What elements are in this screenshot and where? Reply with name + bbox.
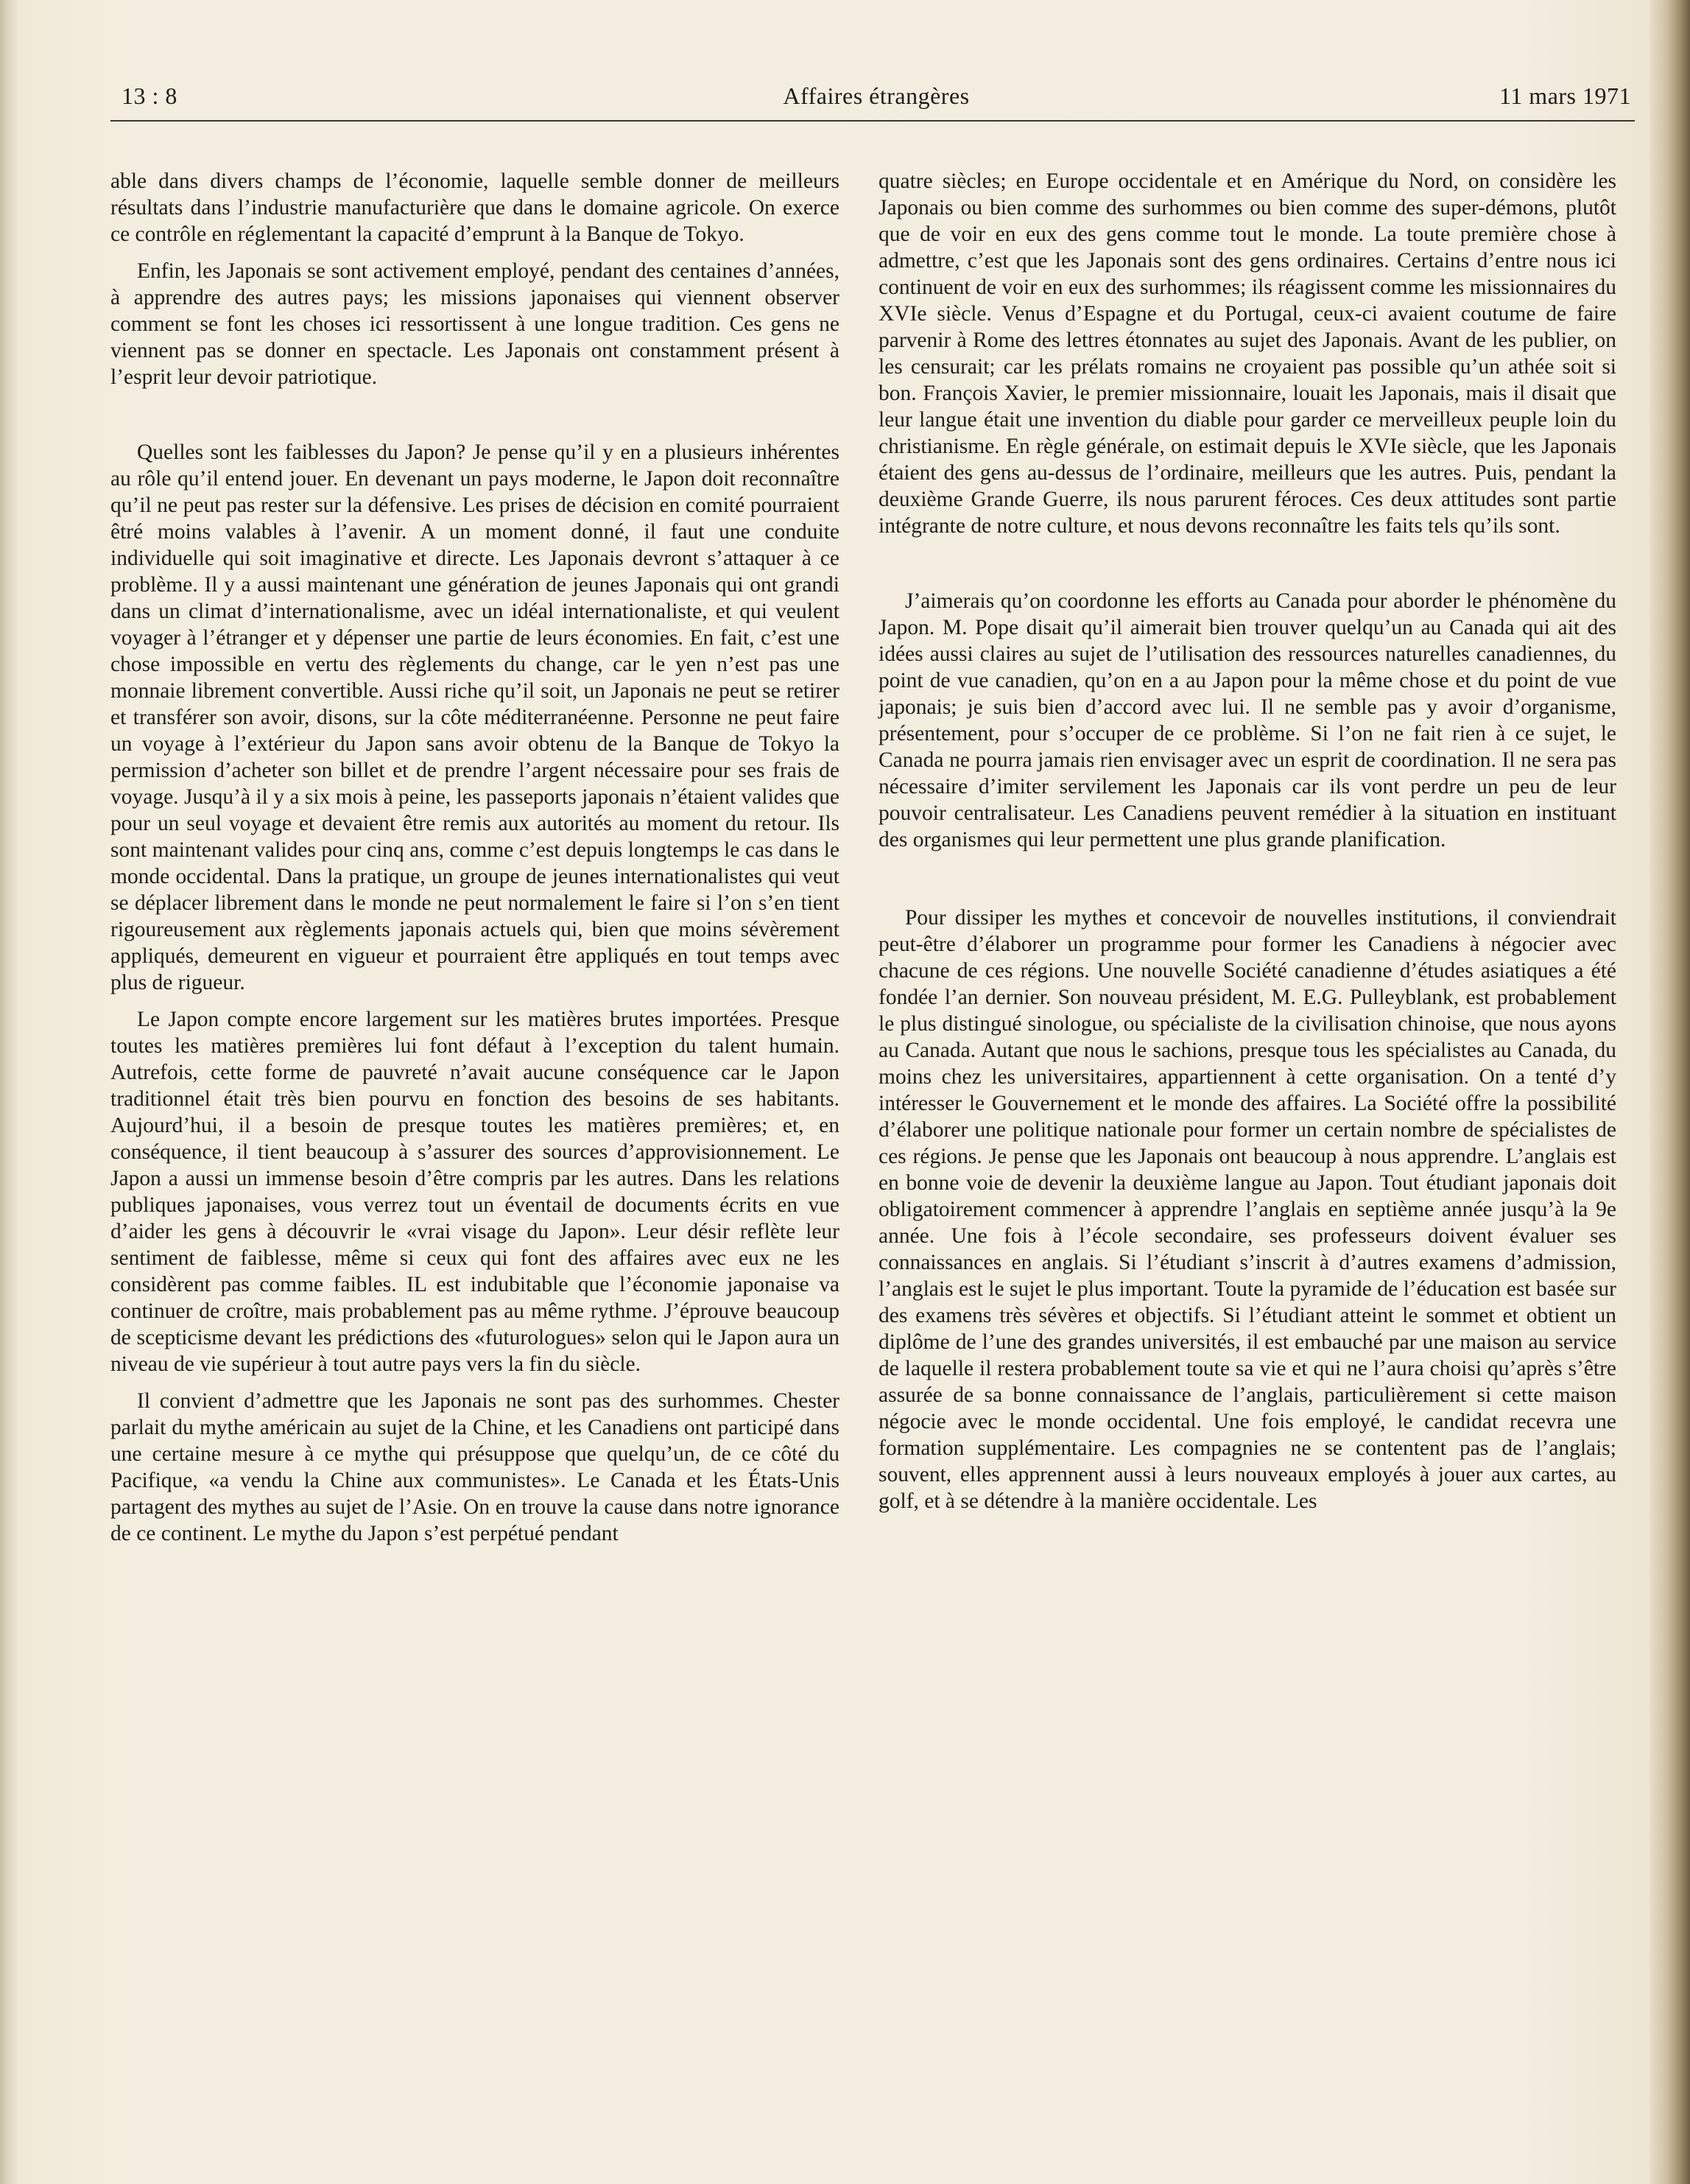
left-page-edge-shadow [0,0,19,2184]
paragraph: Le Japon compte encore largement sur les matières brutes importées. Presque toutes les matières premières lui font défaut à l’exception du talent humain. Autrefois, cette forme de pauvreté n’avait aucune conséquence car le Japon traditionnel était très bien pourvu en fonction des besoins de ses habitants. Aujourd’hui, il a besoin de presque toutes les matières premières; et, en conséquence, il tient beaucoup à s’assurer des sources d’approvisionnement. Le Japon a aussi un immense besoin d’être compris par les autres. Dans les relations publiques japonaises, vous verrez tout un éventail de documents écrits en vue d’aider les gens à découvrir le «vrai visage du Japon». Leur désir reflète leur sentiment de faiblesse, même si ceux qui font des affaires avec eux ne les considèrent pas comme faibles. IL est indubitable que l’économie japonaise va continuer de croître, mais probablement pas au même rythme. J’éprouve beaucoup de scepticisme devant les prédictions des «futurologues» selon qui le Japon aura un niveau de vie supérieur à tout autre pays vers la fin du siècle. [110,1008,839,1376]
paragraph: able dans divers champs de l’économie, laquelle semble donner de meilleurs résultats dans l’industrie manufacturière que dans le domaine agricole. On exerce ce contrôle en réglementant la capacité d’emprunt à la Banque de Tokyo. [110,169,839,246]
publication-title: Affaires étrangères [783,82,970,109]
left-column [110,168,839,1547]
header-rule [110,120,1635,122]
paragraph: quatre siècles; en Europe occidentale et en Amérique du Nord, on considère les Japonais ou bien comme des surhommes ou bien comme des super-démons, plutôt que de voir en eux des gens comme tout le monde. La toute première chose à admettre, c’est que les Japonais sont des gens ordinaires. Certains d’entre nous ici continuent de voir en eux des surhommes; ils réagissent comme les missionnaires du XVIe siècle. Venus d’Espagne et du Portugal, ceux-ci avaient coutume de faire parvenir à Rome des lettres étonnates au sujet des Japonais. Avant de les publier, on les censurait; car les prélats romains ne croyaient pas possible qu’un athée soit si bon. François Xavier, le premier missionnaire, louait les Japonais, mais il disait que leur langue était une invention du diable pour garder ce merveilleux peuple loin du christianisme. En règle générale, on estimait depuis le XVIe siècle, que les Japonais étaient des gens au-dessus de l’ordinaire, meilleurs que les autres. Puis, pendant la deuxième Grande Guerre, ils nous parurent féroces. Ces deux attitudes sont partie intégrante de notre culture, et nous devons reconnaître les faits tels qu’ils sont. [879,169,1616,538]
paragraph: Il convient d’admettre que les Japonais ne sont pas des surhommes. Chester parlait du mythe américain au sujet de la Chine, et les Canadiens ont participé dans une certaine mesure à ce mythe qui présuppose que quelqu’un, de ce côté du Pacifique, «a vendu la Chine aux communistes». Le Canada et les États-Unis partagent des mythes au sujet de l’Asie. On en trouve la cause dans notre ignorance de ce continent. Le mythe du Japon s’est perpétué pendant [110,1389,839,1545]
paragraph: J’aimerais qu’on coordonne les efforts au Canada pour aborder le phénomène du Japon. M. Pope disait qu’il aimerait bien trouver quelqu’un au Canada qui ait des idées aussi claires au sujet de l’utilisation des ressources naturelles canadiennes, du point de vue canadien, qu’on en a au Japon pour la même chose et du point de vue japonais; je suis bien d’accord avec lui. Il ne semble pas y avoir d’organisme, présentement, pour s’occuper de ce problème. Si l’on ne fait rien à ce sujet, le Canada ne pourra jamais rien envisager avec un esprit de coordination. Il ne sera pas nécessaire d’imiter servilement les Japonais car ils vont perdre un peu de leur pouvoir centralisateur. Les Canadiens peuvent remédier à la situation en instituant des organismes qui leur permettent une plus grande planification. [879,589,1616,852]
right-column [879,168,1616,1514]
running-header [122,82,1631,124]
paragraph: Pour dissiper les mythes et concevoir de nouvelles institutions, il conviendrait peut-être d’élaborer un programme pour former les Canadiens à négocier avec chacune de ces régions. Une nouvelle Société canadienne d’études asiatiques a été fondée l’an dernier. Son nouveau président, M. E.G. Pulleyblank, est probablement le plus distingué sinologue, ou spécialiste de la civilisation chinoise, que nous ayons au Canada. Autant que nous le sachions, presque tous les spécialistes au Canada, du moins chez les universitaires, appartiennent à cette organisation. On a tenté d’y intéresser le Gouvernement et le monde des affaires. La Société offre la possibilité d’élaborer une politique nationale pour former un certain nombre de spécialistes de ces régions. Je pense que les Japonais ont beaucoup à nous apprendre. L’anglais est en bonne voie de devenir la deuxième langue au Japon. Tout étudiant japonais doit obligatoirement commencer à apprendre l’anglais en septième année jusqu’à la 9e année. Une fois à l’école secondaire, ses professeurs doivent évaluer ses connaissances en anglais. Si l’étudiant s’inscrit à d’autres examens d’admission, l’anglais est le sujet le plus important. Toute la pyramide de l’éducation est basée sur des examens très sévères et objectifs. Si l’étudiant atteint le sommet et obtient un diplôme de l’une des grandes universités, il est embauché par une maison au service de laquelle il restera probablement toute sa vie et qui ne l’aura choisi qu’après s’être assurée de sa bonne connaissance de l’anglais, particulièrement si cette maison négocie avec le monde occidental. Une fois employé, le candidat recevra une formation supplémentaire. Les compagnies ne se contentent pas de l’anglais; souvent, elles apprennent aussi à leurs nouveaux employés à jouer aux cartes, au golf, et à se détendre à la manière occidentale. Les [879,906,1616,1513]
book-binding-gutter [1649,0,1690,2184]
paragraph: Enfin, les Japonais se sont activement employé, pendant des centaines d’années, à apprendre des autres pays; les missions japonaises qui viennent observer comment se font les choses ici ressortissent à une longue tradition. Ces gens ne viennent pas se donner en spectacle. Les Japonais ont constamment présent à l’esprit leur devoir patriotique. [110,259,839,389]
page-number: 13 : 8 [122,82,177,109]
paragraph: Quelles sont les faiblesses du Japon? Je pense qu’il y en a plusieurs inhérentes au rôle qu’il entend jouer. En devenant un pays moderne, le Japon doit reconnaître qu’il ne peut pas rester sur la défensive. Les prises de décision en comité pourraient êtré moins valables à l’avenir. A un moment donné, il faut une conduite individuelle qui soit imaginative et directe. Les Japonais devront s’attaquer à ce problème. Il y a aussi maintenant une génération de jeunes Japonais qui ont grandi dans un climat d’internationalisme, avec un idéal internationaliste, et qui veulent voyager à l’étranger et y dépenser une partie de leurs économies. En fait, c’est une chose impossible en vertu des règlements du change, car le yen n’est pas une monnaie librement convertible. Aussi riche qu’il soit, un Japonais ne peut se retirer et transférer son avoir, disons, sur la côte méditerranéenne. Personne ne peut faire un voyage à l’extérieur du Japon sans avoir obtenu de la Banque de Tokyo la permission d’acheter son billet et de prendre l’argent nécessaire pour ses frais de voyage. Jusqu’à il y a six mois à peine, les passeports japonais n’étaient valides que pour un seul voyage et devaient être remis aux autorités au moment du retour. Ils sont maintenant valides pour cinq ans, comme c’est depuis longtemps le cas dans le monde occidental. Dans la pratique, un groupe de jeunes internationalistes qui veut se déplacer librement dans le monde ne peut normalement le faire si l’on s’en tient rigoureusement aux règlements japonais actuels qui, bien que moins sévèrement appliqués, demeurent en vigueur et pourraient être appliqués en tout temps avec plus de rigueur. [110,440,839,994]
publication-date: 11 mars 1971 [1499,82,1631,109]
